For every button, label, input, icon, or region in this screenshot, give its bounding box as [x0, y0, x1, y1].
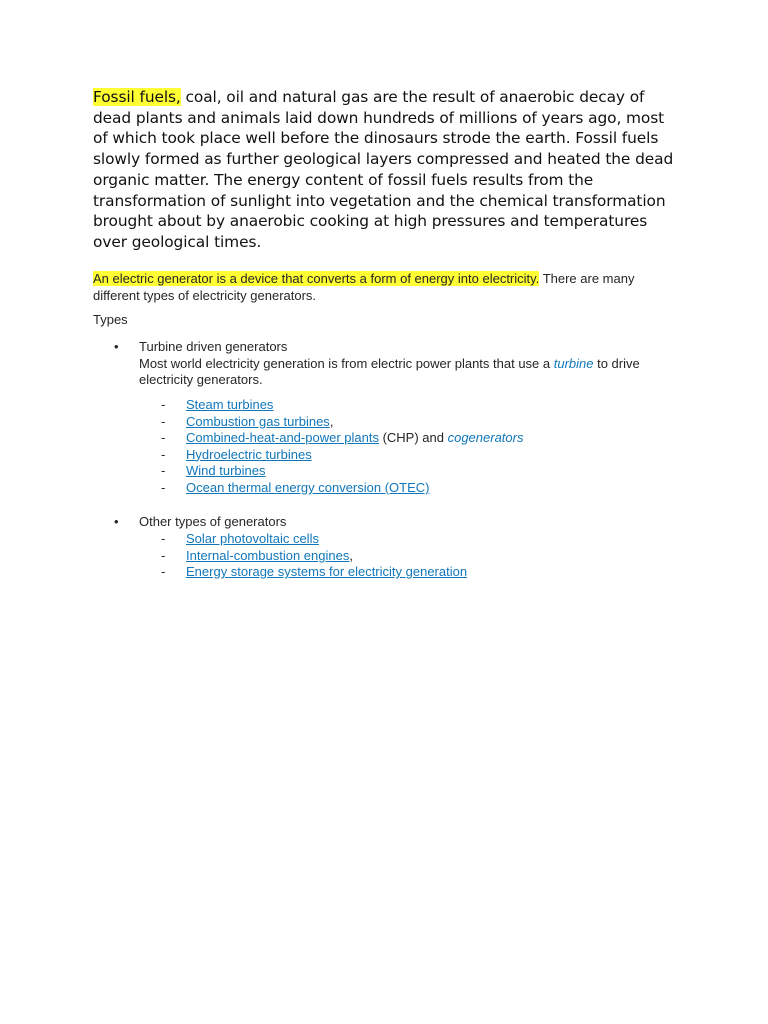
list-item	[161, 548, 467, 565]
dash-marker: -	[161, 397, 166, 412]
dash-marker: -	[161, 430, 166, 446]
turbine-bullet-item	[114, 339, 694, 389]
dash-marker: -	[161, 564, 166, 580]
list-item	[161, 480, 523, 497]
cogenerators-link[interactable]: cogenerators	[447, 430, 524, 446]
dash-marker: -	[161, 479, 166, 495]
list-item	[161, 531, 467, 548]
turbine-desc-before: Most world electricity generation is from electric power plants that use a	[139, 355, 554, 371]
turbine-desc-after: to drive electricity generators.	[139, 355, 640, 387]
list-item	[161, 463, 523, 480]
wind-turbines-link[interactable]: Wind turbines	[186, 463, 266, 479]
solar-pv-link[interactable]: Solar photovoltaic cells	[186, 531, 319, 546]
bullet-icon: •	[114, 339, 119, 354]
list-item	[161, 447, 523, 464]
fossil-fuels-paragraph	[93, 87, 683, 253]
dash-marker: -	[161, 446, 166, 462]
types-label: Types	[93, 312, 128, 327]
dash-marker: -	[161, 463, 166, 479]
chp-plants-link[interactable]: Combined-heat-and-power plants	[186, 430, 379, 446]
turbine-section-description	[139, 356, 694, 389]
comma: ,	[349, 547, 353, 563]
list-item	[161, 397, 523, 414]
list-item	[161, 564, 467, 581]
dash-marker: -	[161, 547, 166, 563]
turbine-types-list	[161, 397, 523, 497]
otec-link[interactable]: Ocean thermal energy conversion (OTEC)	[186, 479, 430, 495]
generator-text: There are many different types of electricity generators.	[93, 271, 635, 303]
fossil-fuels-highlight: Fossil fuels,	[93, 88, 181, 106]
hydroelectric-turbines-link[interactable]: Hydroelectric turbines	[186, 446, 312, 462]
energy-storage-link[interactable]: Energy storage systems for electricity generation	[186, 564, 468, 580]
chp-connector-text: (CHP) and	[378, 430, 448, 446]
generator-paragraph	[93, 271, 683, 304]
dash-marker: -	[161, 413, 166, 429]
generator-definition-highlight: An electric generator is a device that converts a form of energy into electricity.	[93, 271, 540, 286]
steam-turbines-link[interactable]: Steam turbines	[186, 397, 274, 412]
comma: ,	[329, 413, 334, 429]
list-item	[161, 414, 523, 431]
other-types-list	[161, 531, 467, 581]
dash-marker: -	[161, 531, 166, 546]
combustion-gas-turbines-link[interactable]: Combustion gas turbines	[186, 413, 330, 429]
bullet-icon: •	[114, 514, 119, 529]
turbine-section-title: Turbine driven generators	[139, 339, 288, 354]
other-generators-bullet-item	[114, 514, 694, 531]
internal-combustion-engines-link[interactable]: Internal-combustion engines	[186, 547, 350, 563]
fossil-fuels-text: coal, oil and natural gas are the result of anaerobic decay of dead plants and animals laid down hundreds of millions of years ago, most of which took place well before the dinosaurs strode the earth. Fossil fuels slowly formed as further geological layers compressed and heated the dead organic matter. The energy content of fossil fuels results from the transformation of sunlight into vegetation and the chemical transformation brought about by anaerobic cooking at high pressures and temperatures over geological times.	[93, 88, 674, 251]
other-section-title: Other types of generators	[139, 514, 287, 529]
turbine-term-link[interactable]: turbine	[553, 355, 594, 371]
list-item	[161, 430, 523, 447]
